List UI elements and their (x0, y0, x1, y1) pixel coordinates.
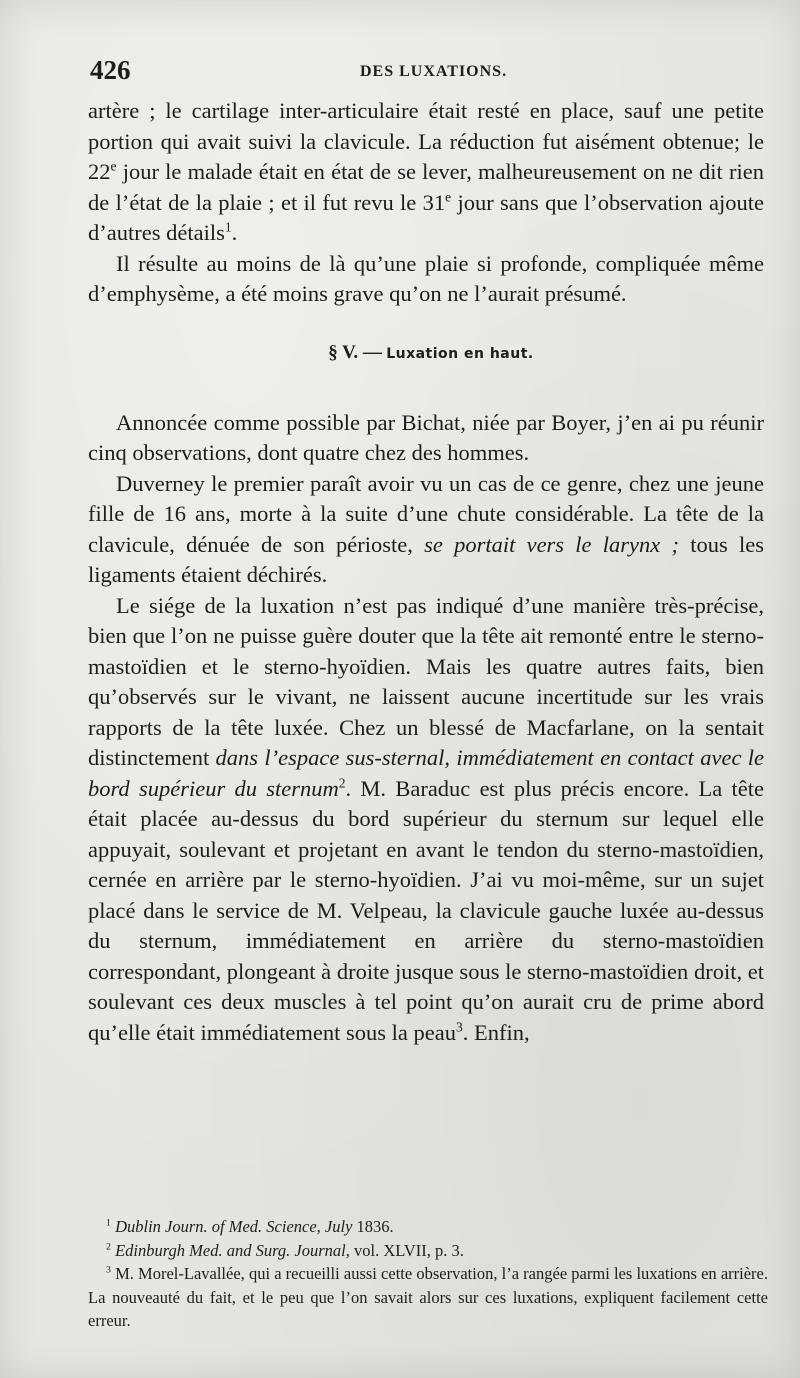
paragraph (88, 249, 764, 310)
text-run: . (231, 220, 238, 245)
text-run: tous les ligaments étaient déchirés. (88, 531, 764, 587)
paragraph (88, 408, 764, 469)
paragraph (88, 96, 764, 249)
footnote-marker: 2 (338, 775, 346, 790)
text-run: M. Morel-Lavallée, qui a recueilli aussi cette observation, l’a rangée parmi les luxations en arrière. La nouveauté du fait, et le peu que l’on savait alors sur ces luxations, expliquent facilement cette erreur. (88, 1264, 768, 1330)
text-run: jour sans que l’observation ajoute d’autres détails (88, 189, 764, 245)
italic-text: dans l’espace sus-sternal, immédiatement en contact avec le bord supérieur du sternum (88, 745, 764, 801)
footnote-marker: 3 (106, 1264, 111, 1276)
footnote-marker: e (445, 189, 452, 204)
paragraphs-before-section (88, 96, 764, 310)
page-number: 426 (90, 55, 131, 85)
italic-text: se portait vers le larynx ; (424, 531, 679, 557)
footnote-marker: 1 (224, 219, 232, 235)
footnote (88, 1215, 768, 1239)
text-run: vol. XLVII, p. 3. (349, 1240, 464, 1260)
text-run: Duverney le premier paraît avoir vu un cas de ce genre, chez une jeune fille de 16 ans, morte à la suite d’une chute considérable. La tête de la clavicule, dénuée de son périoste, (88, 470, 764, 557)
paragraph (88, 469, 764, 591)
footnote-marker: 3 (456, 1019, 463, 1034)
paragraph (88, 591, 764, 1049)
paragraphs-after-section (88, 408, 764, 1049)
section-number: § V. — (328, 341, 382, 363)
text-run: Il résulte au moins de là qu’une plaie si profonde, compliquée même d’emphysème, a été moins grave qu’on ne l’aurait présumé. (88, 250, 764, 306)
text-run: artère ; le cartilage inter-articulaire était resté en place, sauf une petite portion qui avait suivi la clavicule. La réduction fut aisément obtenue; le 22 (88, 98, 764, 184)
footnote (88, 1239, 768, 1263)
footnote-marker: 2 (106, 1241, 111, 1252)
text-run: 1836. (352, 1217, 394, 1236)
section-heading (88, 342, 764, 364)
section-title: Luxation en haut. (386, 345, 534, 362)
footnote-marker: 1 (106, 1217, 111, 1229)
text-run: jour le malade était en état de se lever, malheureusement on ne dit rien de l’état de la plaie ; et il fut revu le 31 (88, 159, 764, 215)
page-header (90, 55, 760, 89)
italic-text: Edinburgh Med. and Surg. Journal, (115, 1240, 350, 1260)
text-run: Le siége de la luxation n’est pas indiqué d’une manière très-précise, bien que l’on ne puisse guère douter que la tête ait remonté entre le sterno-mastoïdien et le sterno-hyoïdien. Mais les quatre autres faits, bien qu’observés sur le vivant, ne laissent aucune incertitude sur les vrais rapports de la tête luxée. Chez un blessé de Macfarlane, on la sentait distinctement (88, 592, 764, 770)
footnote-marker: e (110, 158, 117, 174)
body-text (88, 96, 764, 1048)
footnote (88, 1262, 768, 1333)
text-run: . Enfin, (462, 1019, 530, 1045)
running-head: DES LUXATIONS. (360, 63, 508, 80)
italic-text: Dublin Journ. of Med. Science, July (115, 1217, 353, 1236)
footnotes (88, 1215, 768, 1333)
text-run: . M. Baraduc est plus précis encore. La tête était placée au-dessus du bord supérieur du sternum sur lequel elle appuyait, soulevant et projetant en avant le tendon du sterno-mastoïdien, cernée en arrière par le sterno-hyoïdien. J’ai vu moi-même, sur un sujet placé dans le service de M. Velpeau, la clavicule gauche luxée au-dessus du sternum, immédiatement en arrière du sterno-mastoïdien correspondant, plongeant à droite jusque sous le sterno-mastoïdien droit, et soulevant ces deux muscles à tel point qu’on aurait cru de prime abord qu’elle était immédiatement sous la peau (88, 775, 764, 1045)
text-run: Annoncée comme possible par Bichat, niée par Boyer, j’en ai pu réunir cinq observations, dont quatre chez des hommes. (88, 409, 764, 465)
